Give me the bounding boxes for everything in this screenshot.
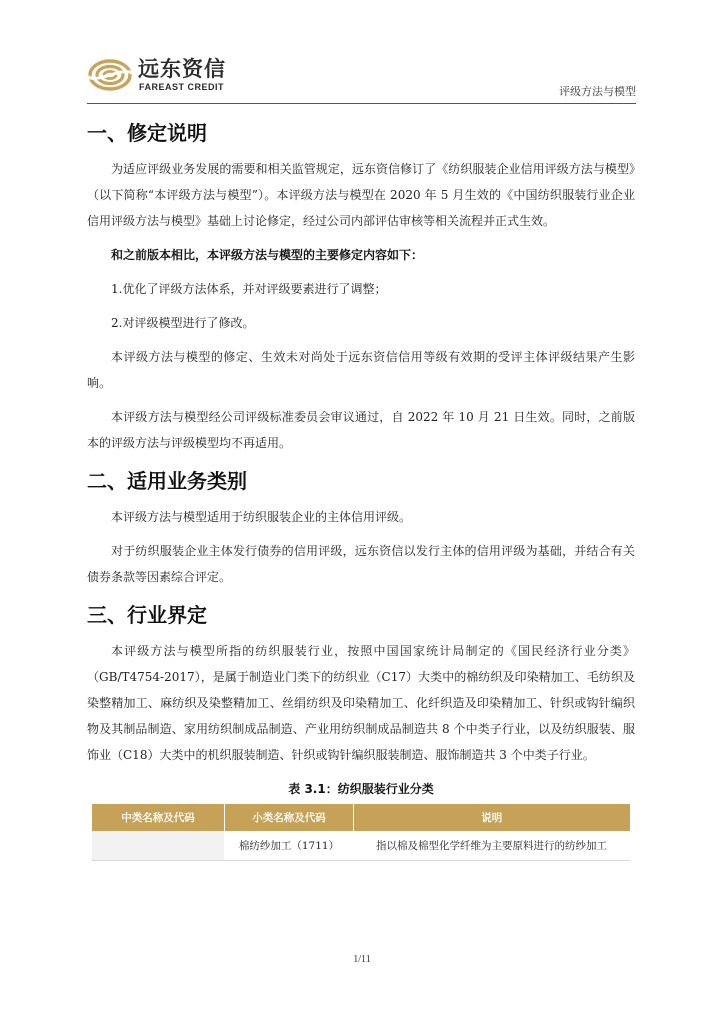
document-body <box>87 118 635 861</box>
section-title-scope: 二、适用业务类别 <box>87 469 247 493</box>
document-title: 评级方法与模型 <box>559 85 636 98</box>
industry-classification-table <box>92 804 630 861</box>
table-header-row <box>92 804 630 831</box>
paragraph-bold: 和之前版本相比，本评级方法与模型的主要修定内容如下： <box>111 248 424 262</box>
table-caption: 表 3.1：纺织服装行业分类 <box>288 782 434 796</box>
table-row <box>92 831 630 861</box>
page-header <box>0 0 724 110</box>
paragraph: 本评级方法与模型适用于纺织服装企业的主体信用评级。 <box>111 510 412 524</box>
column-header: 中类名称及代码 <box>92 804 225 831</box>
brand-name-cn: 远东资信 <box>138 57 226 81</box>
fareast-swirl-logo-icon <box>87 55 133 95</box>
brand-name-en: FAREAST CREDIT <box>139 82 225 92</box>
paragraph: 对于纺织服装企业主体发行债券的信用评级，远东资信以发行主体的信用评级为基础，并结合有关债券条款等因素综合评定。 <box>87 544 635 584</box>
column-header: 小类名称及代码 <box>225 804 354 831</box>
paragraph: 为适应评级业务发展的需要和相关监管规定，远东资信修订了《纺织服装企业信用评级方法与模型》（以下简称“本评级方法与模型”）。本评级方法与模型在 2020 年 5 月生效的《中国纺织服装行业企业信用评级方法与模型》基础上讨论修定，经过公司内部评估审核等相关流程并正式生效。 <box>87 162 635 228</box>
list-item: 2.对评级模型进行了修改。 <box>111 316 255 330</box>
table-cell: 指以棉及棉型化学纤维为主要原料进行的纺纱加工 <box>354 831 630 861</box>
header-divider <box>87 103 636 104</box>
column-header: 说明 <box>354 804 630 831</box>
table-cell: 棉纺纱加工（1711） <box>225 831 354 861</box>
list-item: 1.优化了评级方法体系，并对评级要素进行了调整； <box>111 282 387 296</box>
table-cell <box>92 831 225 861</box>
section-title-revision: 一、修定说明 <box>87 121 207 145</box>
section-title-industry: 三、行业界定 <box>87 603 207 627</box>
paragraph: 本评级方法与模型经公司评级标准委员会审议通过，自 2022 年 10 月 21 日生效。同时，之前版本的评级方法与评级模型均不再适用。 <box>87 410 635 450</box>
page-number: 1/11 <box>353 954 371 965</box>
paragraph: 本评级方法与模型所指的纺织服装行业，按照中国国家统计局制定的《国民经济行业分类》（GB/T4754-2017），是属于制造业门类下的纺织业（C17）大类中的棉纺织及印染精加工、毛纺织及染整精加工、麻纺织及染整精加工、丝绢纺织及印染精加工、化纤织造及印染精加工、针织或钩针编织物及其制品制造、家用纺织制成品制造、产业用纺织制成品制造共 8 个中类子行业，以及纺织服装、服饰业（C18）大类中的机织服装制造、针织或钩针编织服装制造、服饰制造共 3 个中类子行业。 <box>87 644 635 762</box>
paragraph: 本评级方法与模型的修定、生效未对尚处于远东资信信用等级有效期的受评主体评级结果产生影响。 <box>87 350 635 390</box>
